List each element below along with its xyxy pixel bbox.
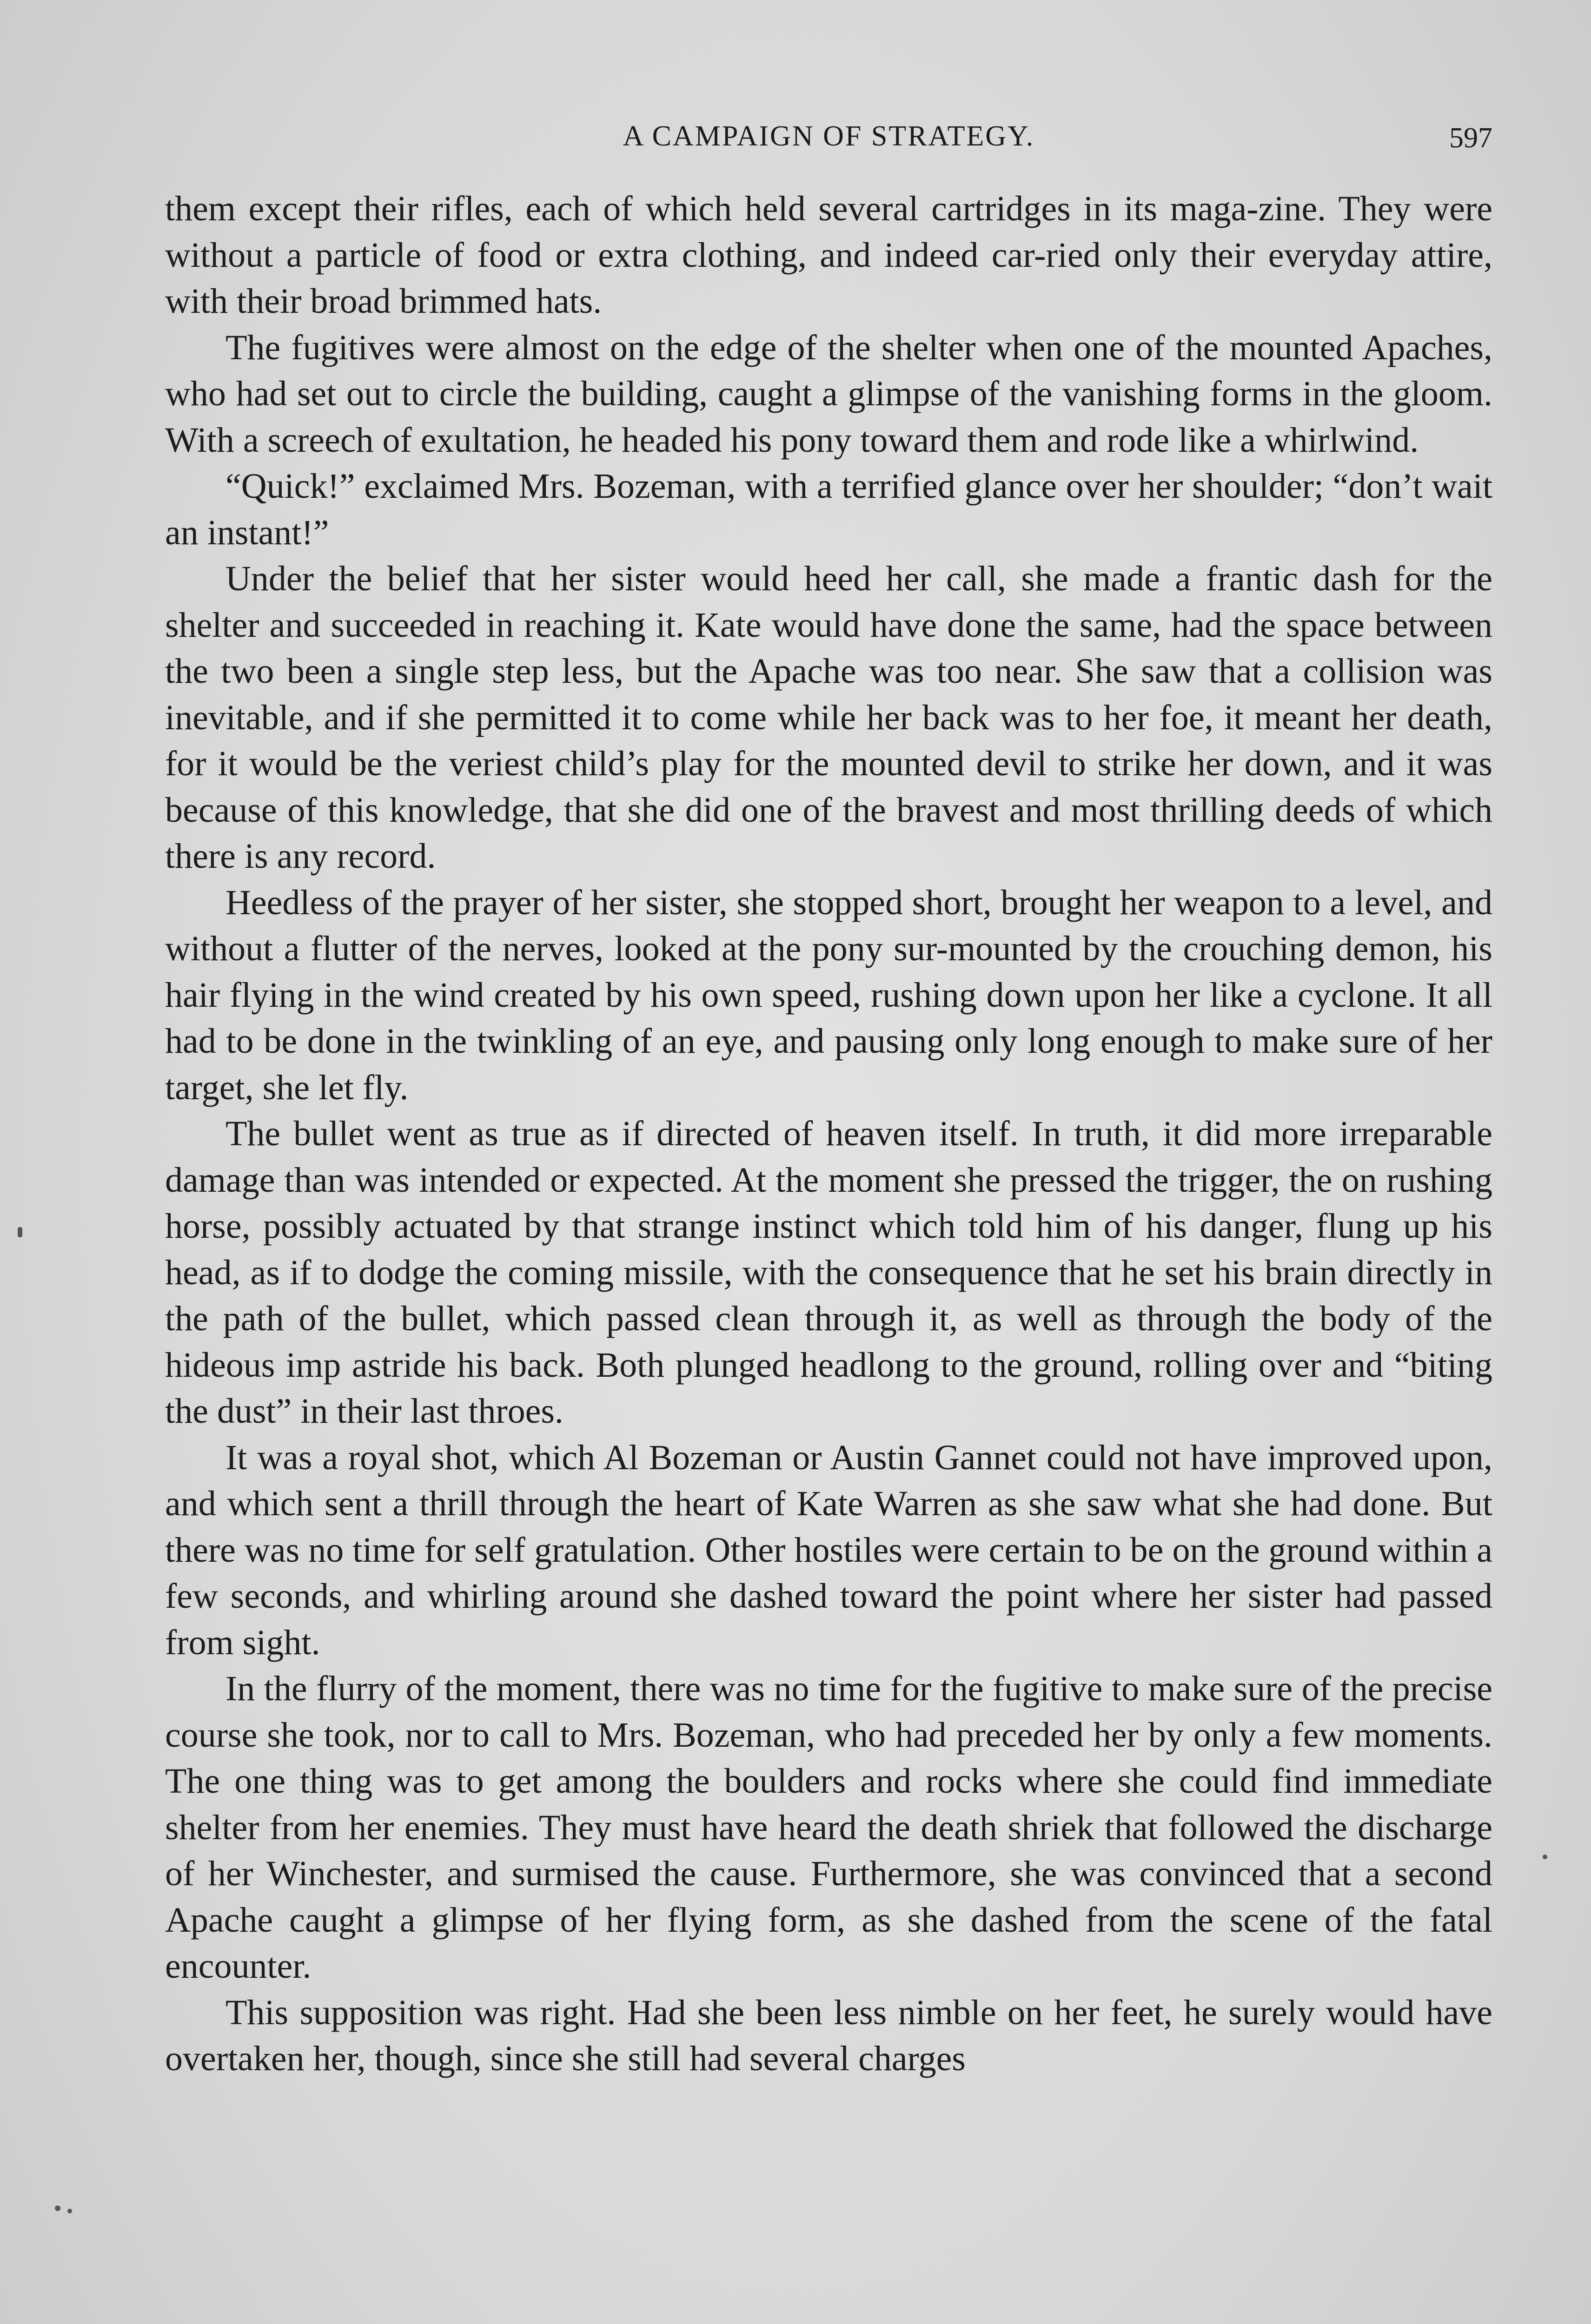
print-speck bbox=[18, 1227, 22, 1237]
paragraph-8: In the flurry of the moment, there was no time for the fugitive to make sure of the precise course she took, nor to call to Mrs. Bozeman, who had preceded her by only a few moments. The one thing was to get among the boulders and rocks where she could find immediate shelter from her enemies. They must have heard the death shriek that followed the discharge of her Winchester, and surmised the cause. Furthermore, she was convinced that a second Apache caught a glimpse of her flying form, as she dashed from the scene of the fatal encounter. bbox=[165, 1669, 1492, 1986]
paragraph-5: Heedless of the prayer of her sister, she stopped short, brought her weapon to a level, and without a flutter of the nerves, looked at the pony sur-mounted by the crouching demon, his hair flying in the wind created by his own speed, rushing down upon her like a cyclone. It all had to be done in the twinkling of an eye, and pausing only long enough to make sure of her target, she let fly. bbox=[165, 883, 1492, 1107]
paragraph-7: It was a royal shot, which Al Bozeman or Austin Gannet could not have improved upon, and which sent a thrill through the heart of Kate Warren as she saw what she had done. But there was no time for self gratulation. Other hostiles were certain to be on the ground within a few seconds, and whirling around she dashed toward the point where her sister had passed from sight. bbox=[165, 1438, 1492, 1662]
paragraph-3: “Quick!” exclaimed Mrs. Bozeman, with a terrified glance over her shoulder; “don’t wait an instant!” bbox=[165, 467, 1492, 552]
paragraph-9: This supposition was right. Had she been less nimble on her feet, he surely would have overtaken her, though, since she still had several charges bbox=[165, 1993, 1492, 2078]
body-text bbox=[165, 186, 1492, 2082]
paragraph-6: The bullet went as true as if directed of heaven itself. In truth, it did more irreparable damage than was intended or expected. At the moment she pressed the trigger, the on rushing horse, possibly actuated by that strange instinct which told him of his danger, flung up his head, as if to dodge the coming missile, with the consequence that he set his brain directly in the path of the bullet, which passed clean through it, as well as through the body of the hideous imp astride his back. Both plunged headlong to the ground, rolling over and “biting the dust” in their last throes. bbox=[165, 1114, 1492, 1431]
print-speck bbox=[55, 2205, 60, 2211]
running-title: A CAMPAIGN OF STRATEGY. bbox=[623, 120, 1035, 152]
paragraph-1: them except their rifles, each of which held several cartridges in its maga-zine. They were without a particle of food or extra clothing, and indeed car-ried only their everyday attire, with their broad brimmed hats. bbox=[165, 189, 1492, 321]
print-speck bbox=[1543, 1855, 1547, 1859]
page-number: 597 bbox=[1449, 122, 1492, 154]
page-header bbox=[165, 120, 1492, 162]
print-speck bbox=[67, 2209, 72, 2213]
paragraph-2: The fugitives were almost on the edge of the shelter when one of the mounted Apaches, who had set out to circle the building, caught a glimpse of the vanishing forms in the gloom. With a screech of exultation, he headed his pony toward them and rode like a whirlwind. bbox=[165, 328, 1492, 460]
paragraph-4: Under the belief that her sister would heed her call, she made a frantic dash for the shelter and succeeded in reaching it. Kate would have done the same, had the space between the two been a single step less, but the Apache was too near. She saw that a collision was inevitable, and if she permitted it to come while her back was to her foe, it meant her death, for it would be the veriest child’s play for the mounted devil to strike her down, and it was because of this knowledge, that she did one of the bravest and most thrilling deeds of which there is any record. bbox=[165, 559, 1492, 876]
